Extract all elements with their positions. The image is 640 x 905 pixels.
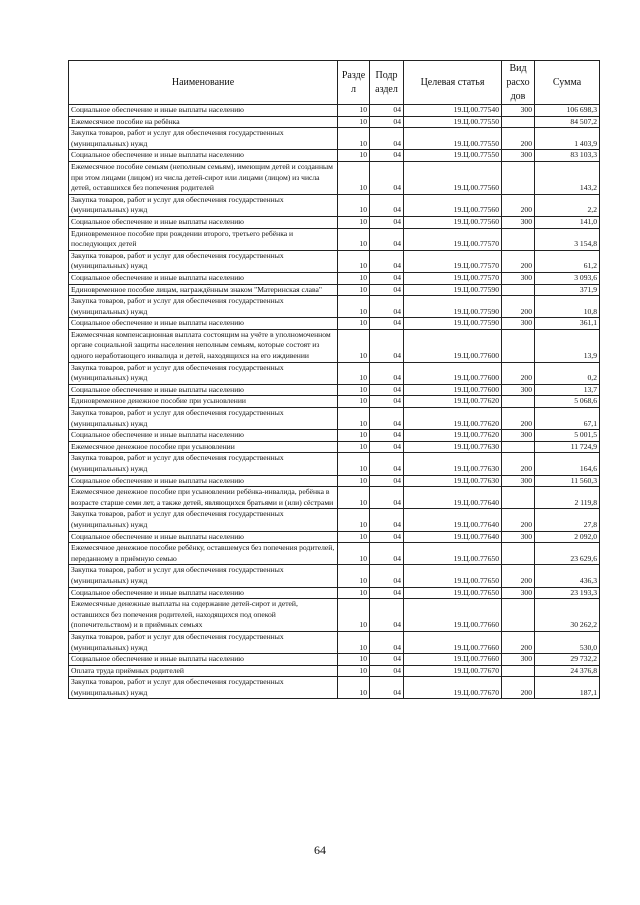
cell-summa: 1 403,9 bbox=[535, 128, 600, 150]
cell-celevaya: 19.Ц.00.77560 bbox=[404, 216, 502, 228]
cell-summa: 13,7 bbox=[535, 384, 600, 396]
table-row bbox=[69, 509, 600, 531]
cell-name: Закупка товаров, работ и услуг для обеспечения государственных (муниципальных) нужд bbox=[69, 565, 338, 587]
table-row bbox=[69, 587, 600, 599]
cell-summa: 3 093,6 bbox=[535, 272, 600, 284]
cell-razdel: 10 bbox=[338, 284, 370, 296]
table-row bbox=[69, 161, 600, 194]
cell-name: Ежемесячное денежное пособие при усыновлении ребёнка-инвалида, ребёнка в возрасте старше семи лет, а также детей, являющихся братьями и (или) сёстрами bbox=[69, 487, 338, 509]
cell-celevaya: 19.Ц.00.77660 bbox=[404, 631, 502, 653]
cell-celevaya: 19.Ц.00.77650 bbox=[404, 565, 502, 587]
cell-summa: 30 262,2 bbox=[535, 599, 600, 632]
cell-celevaya: 19.Ц.00.77620 bbox=[404, 396, 502, 408]
cell-summa: 23 193,3 bbox=[535, 587, 600, 599]
cell-podrazdel: 04 bbox=[370, 665, 404, 677]
cell-name: Закупка товаров, работ и услуг для обеспечения государственных (муниципальных) нужд bbox=[69, 194, 338, 216]
cell-name: Социальное обеспечение и иные выплаты населению bbox=[69, 430, 338, 442]
table-body bbox=[69, 105, 600, 699]
cell-name: Социальное обеспечение и иные выплаты населению bbox=[69, 105, 338, 117]
cell-razdel: 10 bbox=[338, 384, 370, 396]
cell-celevaya: 19.Ц.00.77550 bbox=[404, 128, 502, 150]
cell-podrazdel: 04 bbox=[370, 194, 404, 216]
cell-summa: 371,9 bbox=[535, 284, 600, 296]
cell-vid: 200 bbox=[502, 565, 535, 587]
table-row bbox=[69, 116, 600, 128]
cell-vid bbox=[502, 441, 535, 453]
table-row bbox=[69, 128, 600, 150]
cell-name: Закупка товаров, работ и услуг для обеспечения государственных (муниципальных) нужд bbox=[69, 362, 338, 384]
cell-name: Социальное обеспечение и иные выплаты населению bbox=[69, 384, 338, 396]
cell-summa: 5 068,6 bbox=[535, 396, 600, 408]
cell-celevaya: 19.Ц.00.77630 bbox=[404, 441, 502, 453]
cell-vid bbox=[502, 161, 535, 194]
header-name: Наименование bbox=[69, 61, 338, 105]
cell-celevaya: 19.Ц.00.77650 bbox=[404, 587, 502, 599]
cell-name: Социальное обеспечение и иные выплаты населению bbox=[69, 587, 338, 599]
table-row bbox=[69, 599, 600, 632]
cell-name: Закупка товаров, работ и услуг для обеспечения государственных (муниципальных) нужд bbox=[69, 408, 338, 430]
table-row bbox=[69, 284, 600, 296]
header-razdel: Разде л bbox=[338, 61, 370, 105]
cell-celevaya: 19.Ц.00.77600 bbox=[404, 329, 502, 362]
table-row bbox=[69, 487, 600, 509]
cell-summa: 13,9 bbox=[535, 329, 600, 362]
cell-summa: 187,1 bbox=[535, 677, 600, 699]
cell-vid: 300 bbox=[502, 318, 535, 330]
cell-celevaya: 19.Ц.00.77670 bbox=[404, 677, 502, 699]
cell-celevaya: 19.Ц.00.77650 bbox=[404, 543, 502, 565]
cell-podrazdel: 04 bbox=[370, 654, 404, 666]
cell-summa: 61,2 bbox=[535, 250, 600, 272]
cell-podrazdel: 04 bbox=[370, 441, 404, 453]
cell-name: Закупка товаров, работ и услуг для обеспечения государственных (муниципальных) нужд bbox=[69, 296, 338, 318]
cell-podrazdel: 04 bbox=[370, 296, 404, 318]
cell-summa: 164,6 bbox=[535, 453, 600, 475]
cell-name: Социальное обеспечение и иные выплаты населению bbox=[69, 150, 338, 162]
cell-celevaya: 19.Ц.00.77570 bbox=[404, 228, 502, 250]
cell-name: Закупка товаров, работ и услуг для обеспечения государственных (муниципальных) нужд bbox=[69, 128, 338, 150]
cell-razdel: 10 bbox=[338, 654, 370, 666]
cell-vid bbox=[502, 543, 535, 565]
cell-podrazdel: 04 bbox=[370, 487, 404, 509]
cell-name: Социальное обеспечение и иные выплаты населению bbox=[69, 272, 338, 284]
cell-summa: 29 732,2 bbox=[535, 654, 600, 666]
table-row bbox=[69, 565, 600, 587]
cell-razdel: 10 bbox=[338, 475, 370, 487]
table-row bbox=[69, 430, 600, 442]
cell-vid: 200 bbox=[502, 509, 535, 531]
cell-razdel: 10 bbox=[338, 677, 370, 699]
cell-razdel: 10 bbox=[338, 296, 370, 318]
budget-table bbox=[68, 60, 600, 699]
cell-podrazdel: 04 bbox=[370, 216, 404, 228]
cell-name: Ежемесячное денежное пособие при усыновлении bbox=[69, 441, 338, 453]
cell-celevaya: 19.Ц.00.77590 bbox=[404, 318, 502, 330]
cell-summa: 5 001,5 bbox=[535, 430, 600, 442]
cell-celevaya: 19.Ц.00.77600 bbox=[404, 362, 502, 384]
table-row bbox=[69, 531, 600, 543]
cell-vid: 200 bbox=[502, 296, 535, 318]
cell-razdel: 10 bbox=[338, 318, 370, 330]
table-row bbox=[69, 654, 600, 666]
cell-podrazdel: 04 bbox=[370, 565, 404, 587]
cell-name: Социальное обеспечение и иные выплаты населению bbox=[69, 654, 338, 666]
header-vid: Вид расхо дов bbox=[502, 61, 535, 105]
cell-vid: 300 bbox=[502, 475, 535, 487]
table-row bbox=[69, 475, 600, 487]
cell-podrazdel: 04 bbox=[370, 228, 404, 250]
cell-razdel: 10 bbox=[338, 509, 370, 531]
cell-summa: 10,8 bbox=[535, 296, 600, 318]
cell-celevaya: 19.Ц.00.77630 bbox=[404, 453, 502, 475]
cell-vid: 300 bbox=[502, 384, 535, 396]
budget-page bbox=[68, 60, 599, 699]
cell-summa: 530,0 bbox=[535, 631, 600, 653]
cell-podrazdel: 04 bbox=[370, 116, 404, 128]
cell-celevaya: 19.Ц.00.77640 bbox=[404, 487, 502, 509]
cell-podrazdel: 04 bbox=[370, 128, 404, 150]
cell-razdel: 10 bbox=[338, 408, 370, 430]
cell-summa: 143,2 bbox=[535, 161, 600, 194]
cell-name: Закупка товаров, работ и услуг для обеспечения государственных (муниципальных) нужд bbox=[69, 250, 338, 272]
cell-name: Закупка товаров, работ и услуг для обеспечения государственных (муниципальных) нужд bbox=[69, 677, 338, 699]
cell-vid: 200 bbox=[502, 250, 535, 272]
cell-name: Социальное обеспечение и иные выплаты населению bbox=[69, 531, 338, 543]
cell-summa: 11 560,3 bbox=[535, 475, 600, 487]
table-row bbox=[69, 105, 600, 117]
cell-podrazdel: 04 bbox=[370, 677, 404, 699]
cell-podrazdel: 04 bbox=[370, 531, 404, 543]
cell-summa: 23 629,6 bbox=[535, 543, 600, 565]
cell-celevaya: 19.Ц.00.77660 bbox=[404, 599, 502, 632]
cell-name: Социальное обеспечение и иные выплаты населению bbox=[69, 318, 338, 330]
cell-podrazdel: 04 bbox=[370, 453, 404, 475]
cell-name: Ежемесячное пособие на ребёнка bbox=[69, 116, 338, 128]
cell-razdel: 10 bbox=[338, 487, 370, 509]
cell-vid bbox=[502, 284, 535, 296]
cell-podrazdel: 04 bbox=[370, 384, 404, 396]
cell-razdel: 10 bbox=[338, 216, 370, 228]
cell-summa: 141,0 bbox=[535, 216, 600, 228]
cell-name: Закупка товаров, работ и услуг для обеспечения государственных (муниципальных) нужд bbox=[69, 453, 338, 475]
cell-podrazdel: 04 bbox=[370, 272, 404, 284]
table-row bbox=[69, 384, 600, 396]
cell-celevaya: 19.Ц.00.77670 bbox=[404, 665, 502, 677]
cell-vid bbox=[502, 599, 535, 632]
cell-celevaya: 19.Ц.00.77620 bbox=[404, 430, 502, 442]
cell-celevaya: 19.Ц.00.77660 bbox=[404, 654, 502, 666]
cell-vid: 300 bbox=[502, 654, 535, 666]
cell-summa: 2 092,0 bbox=[535, 531, 600, 543]
cell-podrazdel: 04 bbox=[370, 362, 404, 384]
cell-vid: 200 bbox=[502, 631, 535, 653]
cell-podrazdel: 04 bbox=[370, 161, 404, 194]
cell-podrazdel: 04 bbox=[370, 587, 404, 599]
cell-podrazdel: 04 bbox=[370, 284, 404, 296]
cell-name: Единовременное пособие при рождении второго, третьего ребёнка и последующих детей bbox=[69, 228, 338, 250]
cell-summa: 24 376,8 bbox=[535, 665, 600, 677]
cell-vid: 200 bbox=[502, 194, 535, 216]
cell-vid bbox=[502, 116, 535, 128]
cell-summa: 2 119,8 bbox=[535, 487, 600, 509]
table-row bbox=[69, 318, 600, 330]
cell-summa: 84 507,2 bbox=[535, 116, 600, 128]
cell-razdel: 10 bbox=[338, 599, 370, 632]
cell-summa: 67,1 bbox=[535, 408, 600, 430]
header-celevaya: Целевая статья bbox=[404, 61, 502, 105]
cell-summa: 2,2 bbox=[535, 194, 600, 216]
cell-vid: 300 bbox=[502, 430, 535, 442]
cell-razdel: 10 bbox=[338, 453, 370, 475]
cell-podrazdel: 04 bbox=[370, 105, 404, 117]
table-row bbox=[69, 150, 600, 162]
cell-name: Социальное обеспечение и иные выплаты населению bbox=[69, 475, 338, 487]
table-row bbox=[69, 441, 600, 453]
table-row bbox=[69, 665, 600, 677]
cell-celevaya: 19.Ц.00.77570 bbox=[404, 250, 502, 272]
cell-razdel: 10 bbox=[338, 250, 370, 272]
cell-summa: 3 154,8 bbox=[535, 228, 600, 250]
cell-razdel: 10 bbox=[338, 116, 370, 128]
cell-razdel: 10 bbox=[338, 531, 370, 543]
cell-name: Социальное обеспечение и иные выплаты населению bbox=[69, 216, 338, 228]
cell-podrazdel: 04 bbox=[370, 509, 404, 531]
table-row bbox=[69, 362, 600, 384]
cell-vid: 300 bbox=[502, 150, 535, 162]
cell-celevaya: 19.Ц.00.77590 bbox=[404, 296, 502, 318]
cell-podrazdel: 04 bbox=[370, 329, 404, 362]
cell-vid: 200 bbox=[502, 362, 535, 384]
cell-razdel: 10 bbox=[338, 631, 370, 653]
cell-razdel: 10 bbox=[338, 665, 370, 677]
cell-vid: 300 bbox=[502, 531, 535, 543]
cell-razdel: 10 bbox=[338, 430, 370, 442]
cell-name: Закупка товаров, работ и услуг для обеспечения государственных (муниципальных) нужд bbox=[69, 509, 338, 531]
cell-name: Закупка товаров, работ и услуг для обеспечения государственных (муниципальных) нужд bbox=[69, 631, 338, 653]
cell-celevaya: 19.Ц.00.77540 bbox=[404, 105, 502, 117]
cell-vid bbox=[502, 665, 535, 677]
table-row bbox=[69, 677, 600, 699]
cell-summa: 361,1 bbox=[535, 318, 600, 330]
cell-razdel: 10 bbox=[338, 161, 370, 194]
cell-name: Единовременное пособие лицам, награждённым знаком "Материнская слава" bbox=[69, 284, 338, 296]
table-row bbox=[69, 631, 600, 653]
cell-celevaya: 19.Ц.00.77560 bbox=[404, 194, 502, 216]
table-row bbox=[69, 250, 600, 272]
cell-vid bbox=[502, 396, 535, 408]
cell-name: Ежемесячное пособие семьям (неполным семьям), имеющим детей и созданным при этом лицами (лицом) из числа детей-сирот или лицами (лицом) из числа детей, оставшихся без попечения родителей bbox=[69, 161, 338, 194]
cell-celevaya: 19.Ц.00.77590 bbox=[404, 284, 502, 296]
cell-vid: 300 bbox=[502, 587, 535, 599]
cell-razdel: 10 bbox=[338, 543, 370, 565]
cell-razdel: 10 bbox=[338, 362, 370, 384]
table-row bbox=[69, 272, 600, 284]
table-row bbox=[69, 453, 600, 475]
cell-vid bbox=[502, 228, 535, 250]
cell-podrazdel: 04 bbox=[370, 599, 404, 632]
table-row bbox=[69, 194, 600, 216]
cell-razdel: 10 bbox=[338, 587, 370, 599]
cell-celevaya: 19.Ц.00.77620 bbox=[404, 408, 502, 430]
cell-podrazdel: 04 bbox=[370, 250, 404, 272]
cell-razdel: 10 bbox=[338, 441, 370, 453]
cell-razdel: 10 bbox=[338, 228, 370, 250]
cell-name: Единовременное денежное пособие при усыновлении bbox=[69, 396, 338, 408]
cell-name: Оплата труда приёмных родителей bbox=[69, 665, 338, 677]
cell-vid: 300 bbox=[502, 105, 535, 117]
cell-vid: 200 bbox=[502, 128, 535, 150]
cell-vid bbox=[502, 329, 535, 362]
cell-razdel: 10 bbox=[338, 272, 370, 284]
cell-vid: 200 bbox=[502, 408, 535, 430]
cell-podrazdel: 04 bbox=[370, 396, 404, 408]
cell-razdel: 10 bbox=[338, 329, 370, 362]
cell-podrazdel: 04 bbox=[370, 318, 404, 330]
cell-name: Ежемесячная компенсационная выплата состоящим на учёте в уполномоченном органе социальной защиты населения неполным семьям, которые состоят из одного неработающего инвалида и детей, находящихся на его иждивении bbox=[69, 329, 338, 362]
table-row bbox=[69, 216, 600, 228]
cell-razdel: 10 bbox=[338, 396, 370, 408]
cell-celevaya: 19.Ц.00.77630 bbox=[404, 475, 502, 487]
cell-razdel: 10 bbox=[338, 128, 370, 150]
cell-celevaya: 19.Ц.00.77550 bbox=[404, 116, 502, 128]
cell-razdel: 10 bbox=[338, 565, 370, 587]
cell-summa: 11 724,9 bbox=[535, 441, 600, 453]
cell-podrazdel: 04 bbox=[370, 408, 404, 430]
cell-celevaya: 19.Ц.00.77560 bbox=[404, 161, 502, 194]
cell-podrazdel: 04 bbox=[370, 150, 404, 162]
cell-summa: 83 103,3 bbox=[535, 150, 600, 162]
table-header-row bbox=[69, 61, 600, 105]
cell-summa: 27,8 bbox=[535, 509, 600, 531]
cell-celevaya: 19.Ц.00.77550 bbox=[404, 150, 502, 162]
cell-summa: 436,3 bbox=[535, 565, 600, 587]
cell-vid: 300 bbox=[502, 272, 535, 284]
table-row bbox=[69, 329, 600, 362]
cell-summa: 106 698,3 bbox=[535, 105, 600, 117]
cell-razdel: 10 bbox=[338, 105, 370, 117]
cell-razdel: 10 bbox=[338, 194, 370, 216]
cell-celevaya: 19.Ц.00.77570 bbox=[404, 272, 502, 284]
cell-name: Ежемесячное денежное пособие ребёнку, оставшемуся без попечения родителей, переданному в приёмную семью bbox=[69, 543, 338, 565]
cell-celevaya: 19.Ц.00.77640 bbox=[404, 531, 502, 543]
cell-podrazdel: 04 bbox=[370, 475, 404, 487]
cell-vid: 200 bbox=[502, 453, 535, 475]
page-number: 64 bbox=[314, 843, 326, 857]
cell-summa: 0,2 bbox=[535, 362, 600, 384]
header-summa: Сумма bbox=[535, 61, 600, 105]
cell-vid: 200 bbox=[502, 677, 535, 699]
cell-vid bbox=[502, 487, 535, 509]
table-row bbox=[69, 543, 600, 565]
cell-podrazdel: 04 bbox=[370, 430, 404, 442]
cell-name: Ежемесячные денежные выплаты на содержание детей-сирот и детей, оставшихся без попечения родителей, находящихся под опекой (попечительством) и в приёмных семьях bbox=[69, 599, 338, 632]
table-row bbox=[69, 296, 600, 318]
cell-vid: 300 bbox=[502, 216, 535, 228]
table-row bbox=[69, 228, 600, 250]
cell-celevaya: 19.Ц.00.77600 bbox=[404, 384, 502, 396]
cell-razdel: 10 bbox=[338, 150, 370, 162]
table-row bbox=[69, 408, 600, 430]
cell-podrazdel: 04 bbox=[370, 543, 404, 565]
cell-celevaya: 19.Ц.00.77640 bbox=[404, 509, 502, 531]
header-podrazdel: Подр аздел bbox=[370, 61, 404, 105]
table-row bbox=[69, 396, 600, 408]
cell-podrazdel: 04 bbox=[370, 631, 404, 653]
